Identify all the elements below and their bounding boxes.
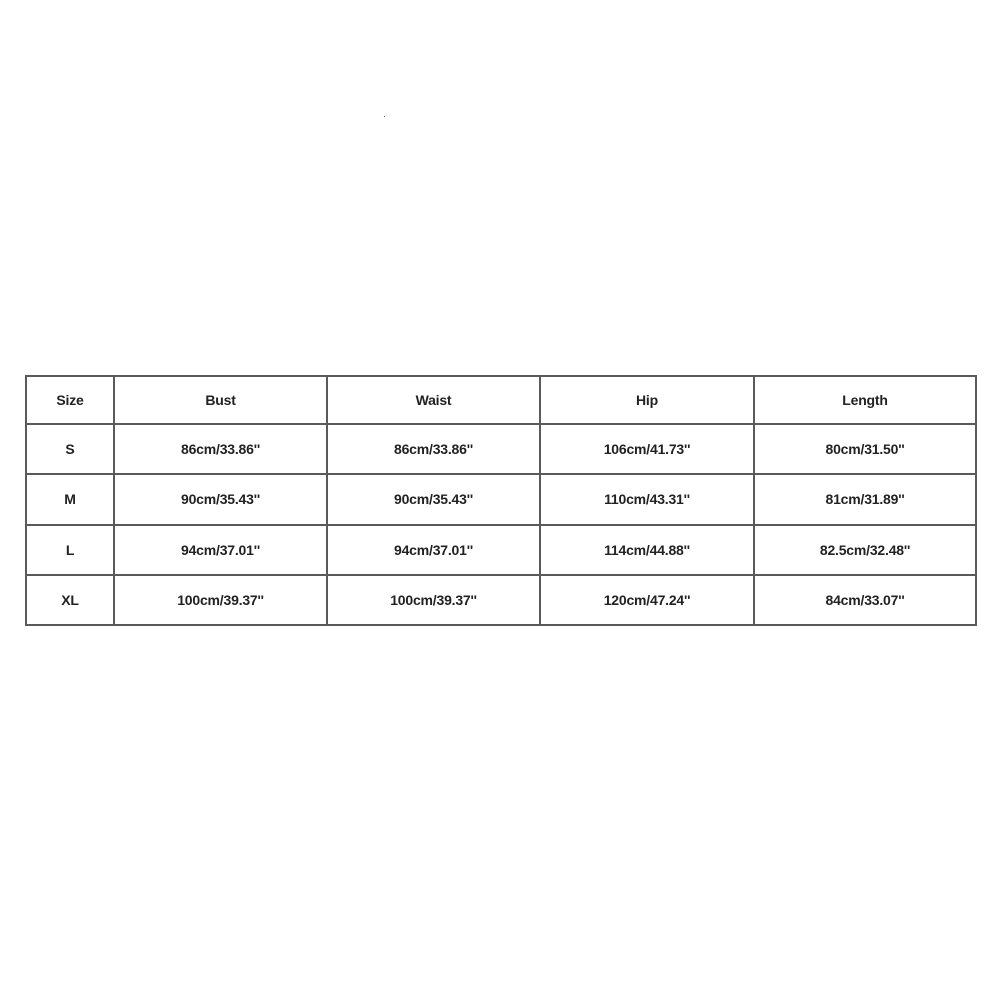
- cell-waist: 90cm/35.43'': [327, 474, 540, 524]
- cell-length: 81cm/31.89'': [754, 474, 976, 524]
- table-row: [26, 424, 976, 474]
- cell-length: 82.5cm/32.48'': [754, 525, 976, 575]
- header-hip: Hip: [540, 376, 754, 424]
- cell-waist: 94cm/37.01'': [327, 525, 540, 575]
- header-size: Size: [26, 376, 114, 424]
- cell-hip: 120cm/47.24'': [540, 575, 754, 625]
- stray-dot: [384, 116, 385, 117]
- cell-bust: 86cm/33.86'': [114, 424, 327, 474]
- header-waist: Waist: [327, 376, 540, 424]
- cell-waist: 100cm/39.37'': [327, 575, 540, 625]
- cell-length: 80cm/31.50'': [754, 424, 976, 474]
- header-bust: Bust: [114, 376, 327, 424]
- table-row: [26, 575, 976, 625]
- table-row: [26, 474, 976, 524]
- cell-length: 84cm/33.07'': [754, 575, 976, 625]
- cell-bust: 94cm/37.01'': [114, 525, 327, 575]
- cell-waist: 86cm/33.86'': [327, 424, 540, 474]
- cell-bust: 90cm/35.43'': [114, 474, 327, 524]
- cell-hip: 114cm/44.88'': [540, 525, 754, 575]
- size-chart-table: [25, 375, 977, 626]
- cell-hip: 106cm/41.73'': [540, 424, 754, 474]
- cell-size: S: [26, 424, 114, 474]
- cell-hip: 110cm/43.31'': [540, 474, 754, 524]
- header-length: Length: [754, 376, 976, 424]
- cell-size: XL: [26, 575, 114, 625]
- cell-size: M: [26, 474, 114, 524]
- table-header-row: [26, 376, 976, 424]
- cell-size: L: [26, 525, 114, 575]
- cell-bust: 100cm/39.37'': [114, 575, 327, 625]
- table-row: [26, 525, 976, 575]
